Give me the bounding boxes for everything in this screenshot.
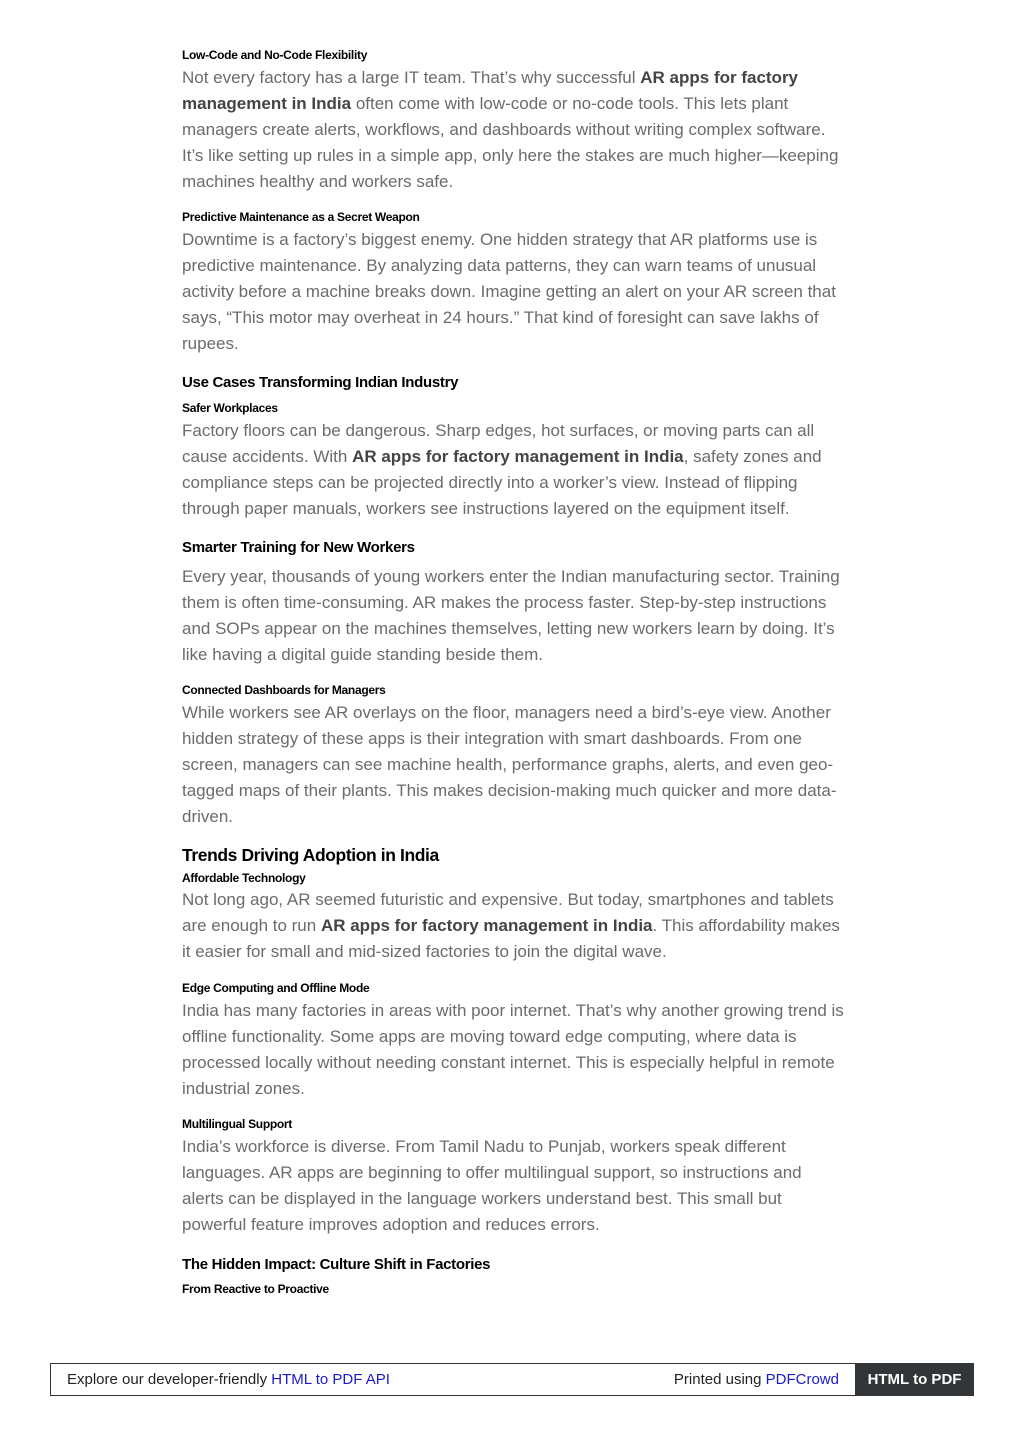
paragraph [182, 418, 846, 522]
text: Factory floors can be dangerous. Sharp edges, hot surfaces, or moving parts can all cause accidents. With [182, 421, 815, 466]
footer-right [674, 1371, 839, 1388]
paragraph: Every year, thousands of young workers enter the Indian manufacturing sector. Training them is often time-consuming. AR makes the process faster. Step-by-step instructions and SOPs appear on the machines themselves, letting new workers learn by doing. It’s like having a digital guide standing beside them. [182, 567, 840, 664]
text: often come with low-code or no-code tools. This lets plant managers create alerts, workflows, and dashboards without writing complex software. It’s like setting up rules in a simple app, only here the stakes are much higher—keeping machines healthy and workers safe. [182, 94, 839, 191]
pdfcrowd-link[interactable]: PDFCrowd [765, 1371, 839, 1388]
bold-keyword: AR apps for factory management in India [320, 916, 653, 935]
html-to-pdf-api-link[interactable]: HTML to PDF API [271, 1371, 390, 1388]
subheading: Predictive Maintenance as a Secret Weapon [182, 210, 420, 224]
paragraph: India’s workforce is diverse. From Tamil Nadu to Punjab, workers speak different languages. AR apps are beginning to offer multilingual support, so instructions and alerts can be displayed in the language workers understand best. This small but powerful feature improves adoption and reduces errors. [182, 1137, 802, 1234]
html-to-pdf-button[interactable]: HTML to PDF [855, 1363, 974, 1396]
text: Not every factory has a large IT team. That’s why successful [182, 68, 641, 87]
footer-left [67, 1371, 390, 1388]
text: , safety zones and compliance steps can be projected directly into a worker’s view. Instead of flipping through paper manuals, workers see instructions layered on the equipment itself. [182, 447, 822, 518]
section-heading: Smarter Training for New Workers [182, 539, 415, 556]
text: Not long ago, AR seemed futuristic and expensive. But today, smartphones and tablets are enough to run [182, 890, 834, 935]
paragraph: Downtime is a factory’s biggest enemy. One hidden strategy that AR platforms use is predictive maintenance. By analyzing data patterns, they can warn teams of unusual activity before a machine breaks down. Imagine getting an alert on your AR screen that says, “This motor may overheat in 24 hours.” That kind of foresight can save lakhs of rupees. [182, 230, 836, 353]
printed-text: Printed using [673, 1371, 766, 1388]
pdfcrowd-footer [50, 1363, 974, 1396]
subheading: Affordable Technology [182, 871, 306, 885]
subheading: From Reactive to Proactive [182, 1282, 329, 1296]
section-heading: Trends Driving Adoption in India [182, 845, 439, 865]
paragraph [182, 887, 846, 965]
paragraph: While workers see AR overlays on the floor, managers need a bird’s-eye view. Another hidden strategy of these apps is their integration with smart dashboards. From one screen, managers can see machine health, performance graphs, alerts, and even geo-tagged maps of their plants. This makes decision-making much quicker and more data-driven. [182, 703, 837, 826]
section-heading: Use Cases Transforming Indian Industry [182, 374, 459, 391]
paragraph [182, 65, 846, 195]
paragraph: India has many factories in areas with poor internet. That’s why another growing trend is offline functionality. Some apps are moving toward edge computing, where data is processed locally without needing constant internet. This is especially helpful in remote industrial zones. [182, 1001, 844, 1098]
subheading: Multilingual Support [182, 1117, 292, 1131]
section-heading: The Hidden Impact: Culture Shift in Factories [182, 1256, 491, 1273]
subheading: Safer Workplaces [182, 401, 278, 415]
bold-keyword: AR apps for factory management in India [182, 68, 799, 113]
explore-text: Explore our developer-friendly [67, 1371, 272, 1388]
subheading: Low-Code and No-Code Flexibility [182, 48, 368, 62]
subheading: Connected Dashboards for Managers [182, 683, 386, 697]
subheading: Edge Computing and Offline Mode [182, 981, 370, 995]
text: . This affordability makes it easier for small and mid-sized factories to join the digital wave. [182, 916, 840, 961]
bold-keyword: AR apps for factory management in India [352, 447, 684, 466]
